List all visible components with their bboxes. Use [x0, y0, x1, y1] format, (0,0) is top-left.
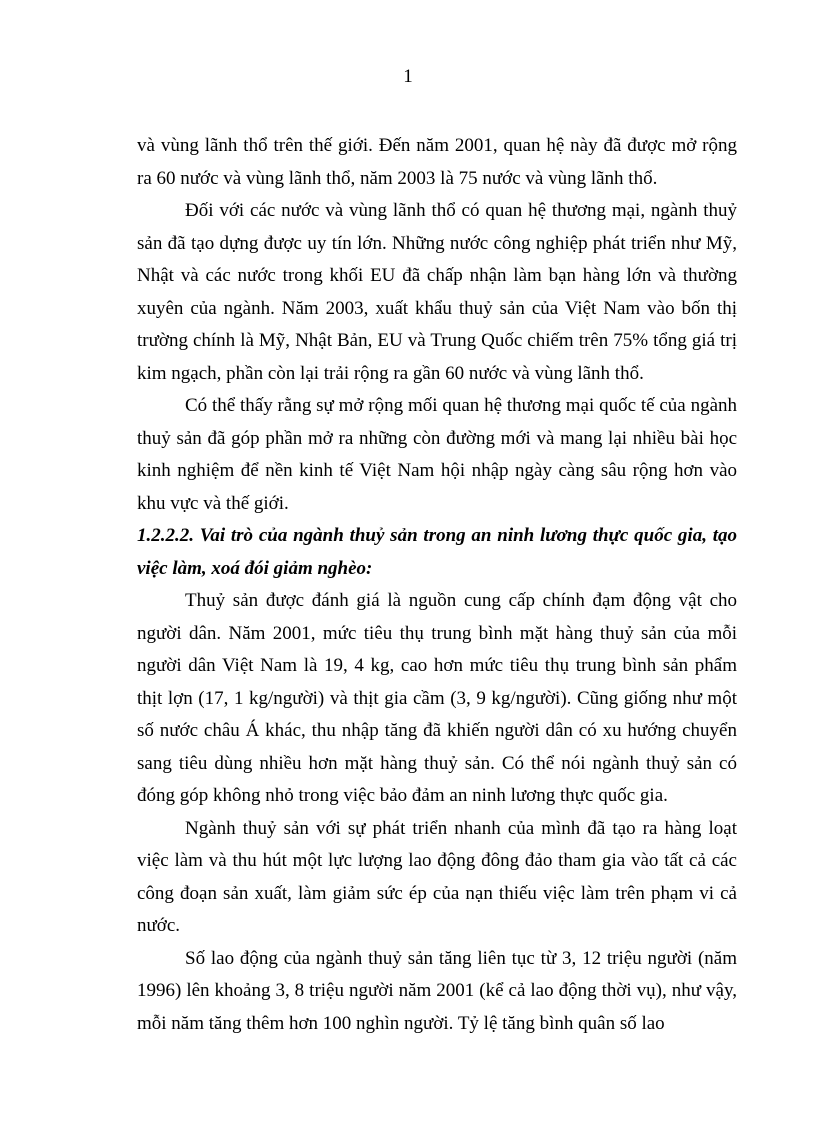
document-body: [137, 130, 737, 1040]
paragraph-food-security: Thuỷ sản được đánh giá là nguồn cung cấp chính đạm động vật cho người dân. Năm 2001, mức tiêu thụ trung bình mặt hàng thuỷ sản của mỗi người dân Việt Nam là 19, 4 kg, cao hơn mức tiêu thụ trung bình sản phẩm thịt lợn (17, 1 kg/người) và thịt gia cầm (3, 9 kg/người). Cũng giống như một số nước châu Á khác, thu nhập tăng đã khiến người dân có xu hướng chuyển sang tiêu dùng nhiều hơn mặt hàng thuỷ sản. Có thể nói ngành thuỷ sản có đóng góp không nhỏ trong việc bảo đảm an ninh lương thực quốc gia.: [137, 590, 737, 806]
paragraph-employment: Ngành thuỷ sản với sự phát triển nhanh của mình đã tạo ra hàng loạt việc làm và thu hút một lực lượng lao động đông đảo tham gia vào tất cả các công đoạn sản xuất, làm giảm sức ép của nạn thiếu việc làm trên phạm vi cả nước.: [137, 817, 737, 936]
paragraph-trade-partners: Đối với các nước và vùng lãnh thổ có quan hệ thương mại, ngành thuỷ sản đã tạo dựng được uy tín lớn. Những nước công nghiệp phát triển như Mỹ, Nhật và các nước trong khối EU đã chấp nhận làm bạn hàng lớn và thường xuyên của ngành. Năm 2003, xuất khẩu thuỷ sản của Việt Nam vào bốn thị trường chính là Mỹ, Nhật Bản, EU và Trung Quốc chiếm trên 75% tổng giá trị kim ngạch, phần còn lại trải rộng ra gần 60 nước và vùng lãnh thổ.: [137, 200, 737, 384]
page-number: 1: [403, 66, 413, 87]
paragraph-labor-growth: Số lao động của ngành thuỷ sản tăng liên tục từ 3, 12 triệu người (năm 1996) lên khoảng 3, 8 triệu người năm 2001 (kể cả lao động thời vụ), như vậy, mỗi năm tăng thêm hơn 100 nghìn người. Tỷ lệ tăng bình quân số lao: [137, 947, 737, 1034]
section-heading: 1.2.2.2. Vai trò của ngành thuỷ sản trong an ninh lương thực quốc gia, tạo việc làm, xoá đói giảm nghèo:: [137, 525, 737, 579]
paragraph-international-relations: Có thể thấy rằng sự mở rộng mối quan hệ thương mại quốc tế của ngành thuỷ sản đã góp phần mở ra những còn đường mới và mang lại nhiều bài học kinh nghiệm để nền kinh tế Việt Nam hội nhập ngày càng sâu rộng hơn vào khu vực và thế giới.: [137, 395, 737, 514]
paragraph-continued: và vùng lãnh thổ trên thế giới. Đến năm 2001, quan hệ này đã được mở rộng ra 60 nước và vùng lãnh thổ, năm 2003 là 75 nước và vùng lãnh thổ.: [137, 135, 737, 189]
